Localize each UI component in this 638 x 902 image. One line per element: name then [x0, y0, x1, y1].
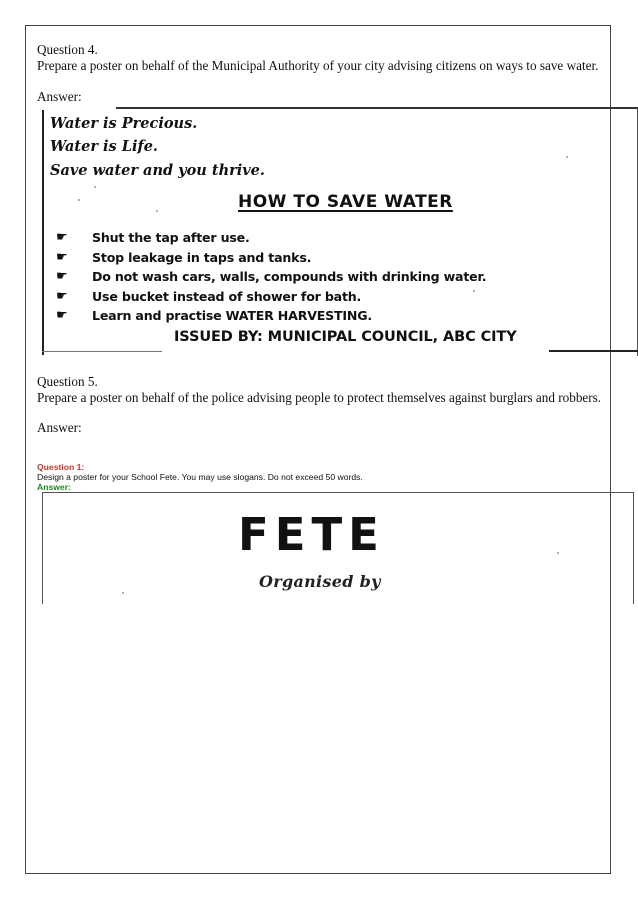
pointing-hand-icon: ☛	[56, 230, 68, 246]
organised-by-text: Organised by	[259, 572, 381, 591]
scan-speck	[557, 552, 559, 554]
scan-speck	[94, 186, 96, 188]
question-5-answer-label: Answer:	[37, 420, 82, 435]
poster-left-border	[42, 492, 43, 604]
list-item	[56, 306, 486, 326]
tip-text: Stop leakage in taps and tanks.	[92, 249, 312, 265]
tip-text: Shut the tap after use.	[92, 230, 250, 246]
tip-text: Learn and practise WATER HARVESTING.	[92, 308, 372, 324]
question-4-answer-label: Answer:	[37, 89, 82, 104]
pointing-hand-icon: ☛	[56, 269, 68, 285]
slogan-precious: Water is Precious.	[50, 115, 198, 132]
fete-poster	[42, 492, 638, 604]
scan-speck	[473, 290, 475, 292]
list-item	[56, 228, 486, 248]
slogan-life: Water is Life.	[50, 138, 158, 155]
poster-top-border	[42, 492, 634, 493]
poster-top-rule	[116, 107, 638, 109]
question-1-prompt: Design a poster for your School Fete. You may use slogans. Do not exceed 50 words.	[37, 472, 363, 482]
fete-heading: FETE	[238, 508, 385, 561]
tip-text: Do not wash cars, walls, compounds with drinking water.	[92, 269, 487, 285]
scan-speck	[122, 592, 124, 594]
list-item	[56, 287, 486, 307]
poster-heading: HOW TO SAVE WATER	[238, 192, 453, 212]
pointing-hand-icon: ☛	[56, 308, 68, 324]
question-4-title: Question 4.	[37, 42, 98, 57]
question-1-answer-label: Answer:	[37, 482, 71, 492]
list-item	[56, 267, 486, 287]
save-water-poster	[36, 104, 638, 356]
list-item	[56, 248, 486, 268]
scan-speck	[156, 210, 158, 212]
poster-right-border	[633, 492, 634, 604]
question-4-prompt: Prepare a poster on behalf of the Municipal Authority of your city advising citizens on ways to save water.	[37, 58, 599, 73]
tip-text: Use bucket instead of shower for bath.	[92, 288, 362, 304]
poster-bottom-rule	[42, 351, 162, 352]
pointing-hand-icon: ☛	[56, 288, 68, 304]
scan-speck	[78, 199, 80, 201]
poster-left-border	[42, 110, 44, 355]
question-5-prompt: Prepare a poster on behalf of the police advising people to protect themselves against burglars and robbers.	[37, 390, 602, 405]
slogan-thrive: Save water and you thrive.	[50, 162, 265, 179]
poster-bottom-rule-right	[549, 350, 638, 352]
question-1-title: Question 1:	[37, 462, 85, 472]
question-5-title: Question 5.	[37, 374, 98, 389]
tips-list	[56, 228, 486, 326]
issued-by-line: ISSUED BY: MUNICIPAL COUNCIL, ABC CITY	[174, 329, 517, 345]
scan-speck	[566, 156, 568, 158]
pointing-hand-icon: ☛	[56, 249, 68, 265]
